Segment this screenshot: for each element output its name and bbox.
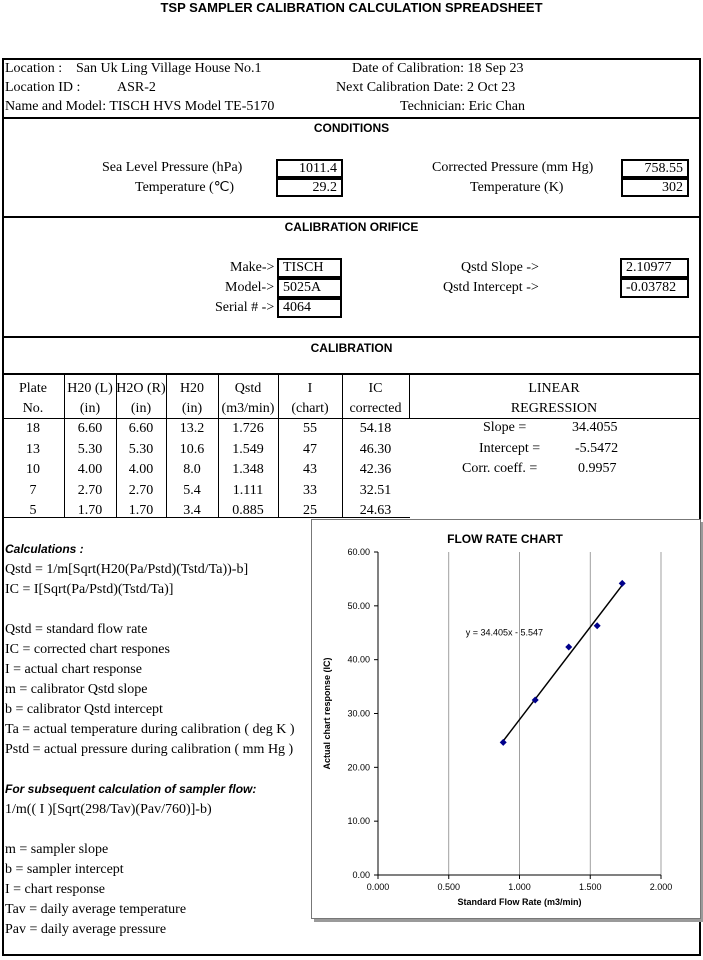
temperature-c-value: 29.2: [276, 178, 343, 197]
table-cell: 5.4: [183, 482, 201, 498]
x-tick-label: 0.000: [366, 882, 390, 892]
sea-level-pressure-value: 1011.4: [276, 159, 343, 178]
def-sampler-slope: m = sampler slope: [5, 842, 109, 857]
table-cell: 5.30: [128, 441, 154, 457]
y-tick-label: 50.00: [347, 600, 370, 611]
location-label: Location :: [5, 61, 63, 76]
def-qstd: Qstd = standard flow rate: [5, 622, 148, 637]
temperature-k-value: 302: [621, 178, 689, 197]
name-model: Name and Model: TISCH HVS Model TE-5170: [5, 99, 275, 114]
column-divider: [64, 374, 65, 517]
table-cell: 10: [26, 462, 40, 477]
def-ic: IC = corrected chart respones: [5, 642, 170, 657]
chart-title: FLOW RATE CHART: [447, 532, 563, 546]
table-cell: 46.30: [359, 441, 392, 457]
qstd-intercept-value: -0.03782: [620, 278, 689, 298]
serial-label: Serial # ->: [215, 300, 275, 315]
temperature-k-label: Temperature (K): [470, 180, 564, 195]
table-cell: 18: [26, 421, 40, 436]
table-cell: 32.51: [359, 482, 392, 498]
x-axis-label: Standard Flow Rate (m3/min): [457, 897, 582, 907]
slope-label: Slope =: [483, 420, 527, 435]
table-cell: 13: [26, 441, 40, 457]
model-value: 5025A: [277, 278, 342, 298]
qstd-slope-value: 2.10977: [620, 258, 689, 278]
x-tick-label: 0.500: [437, 882, 461, 892]
make-value: TISCH: [277, 258, 342, 278]
intercept-label: Intercept =: [479, 441, 541, 456]
y-tick-label: 60.00: [347, 547, 370, 557]
data-point: [500, 739, 507, 746]
def-m: m = calibrator Qstd slope: [5, 682, 148, 697]
table-cell: 42.36: [359, 462, 392, 477]
subsequent-heading: For subsequent calculation of sampler flow:: [5, 782, 257, 796]
table-cell: 43: [303, 462, 317, 477]
formula-sampler-flow: 1/m(( I )[Sqrt(298/Tav)(Pav/760)]-b): [5, 802, 212, 817]
x-tick-label: 1.000: [508, 882, 531, 892]
sea-level-pressure-label: Sea Level Pressure (hPa): [102, 160, 243, 175]
corrected-pressure-label: Corrected Pressure (mm Hg): [432, 160, 594, 175]
column-header-unit: (in): [79, 401, 101, 416]
qstd-slope-label: Qstd Slope ->: [461, 260, 539, 275]
table-cell: 5.30: [77, 441, 103, 457]
divider: [2, 336, 701, 338]
column-divider: [218, 374, 219, 517]
column-header-unit: (in): [130, 401, 152, 416]
table-cell: 47: [303, 441, 317, 457]
column-divider: [166, 374, 167, 517]
table-cell: 1.726: [232, 421, 264, 436]
y-tick-label: 40.00: [347, 654, 370, 665]
technician: Technician: Eric Chan: [400, 99, 525, 114]
data-point: [619, 580, 626, 587]
corrected-pressure-value: 758.55: [621, 159, 689, 178]
table-cell: 4.00: [77, 462, 103, 477]
calculations-heading: Calculations :: [5, 542, 84, 556]
table-cell: 1.549: [232, 441, 264, 457]
table-cell: 10.6: [179, 441, 205, 457]
orifice-heading: CALIBRATION ORIFICE: [284, 220, 419, 234]
column-header: H20: [179, 381, 205, 396]
table-cell: 6.60: [77, 421, 103, 436]
x-tick-label: 2.000: [649, 882, 673, 892]
table-cell: 2.70: [128, 482, 154, 498]
table-cell: 1.348: [232, 462, 264, 477]
location-id-label: Location ID :: [5, 80, 81, 95]
page-title: TSP SAMPLER CALIBRATION CALCULATION SPREADSHEET: [160, 0, 543, 15]
def-sampler-intercept: b = sampler intercept: [5, 862, 124, 877]
divider: [2, 373, 701, 375]
model-label: Model->: [225, 280, 275, 295]
regression-heading-1: LINEAR: [528, 381, 580, 396]
serial-value: 4064: [277, 298, 342, 318]
column-header: IC: [368, 381, 383, 396]
table-cell: 24.63: [359, 503, 392, 518]
intercept-value: -5.5472: [575, 441, 619, 456]
column-header-unit: (chart): [291, 401, 329, 416]
table-bottom: [2, 517, 410, 518]
slope-value: 34.4055: [572, 420, 618, 435]
column-header: I: [307, 381, 313, 396]
def-b: b = calibrator Qstd intercept: [5, 702, 163, 717]
y-tick-label: 0.00: [352, 870, 370, 880]
location-value: San Uk Ling Village House No.1: [76, 61, 262, 76]
def-chart-response: I = chart response: [5, 882, 106, 897]
table-cell: 1.70: [77, 503, 103, 518]
flow-rate-chart: [311, 519, 699, 917]
table-cell: 13.2: [179, 421, 205, 436]
column-header: H20 (L): [67, 381, 113, 396]
y-axis-label: Actual chart response (IC): [322, 657, 332, 770]
table-cell: 1.70: [128, 503, 154, 518]
y-tick-label: 30.00: [347, 708, 370, 719]
column-header: Plate: [19, 381, 47, 396]
column-header-unit: (in): [181, 401, 203, 416]
column-header-unit: No.: [22, 401, 44, 416]
data-point: [594, 622, 601, 629]
table-cell: 33: [303, 482, 317, 498]
column-divider: [278, 374, 279, 517]
divider: [2, 216, 701, 218]
data-point: [565, 643, 572, 650]
next-calibration-date: Next Calibration Date: 2 Oct 23: [336, 80, 516, 95]
column-divider: [342, 374, 343, 517]
table-cell: 54.18: [359, 421, 392, 436]
table-cell: 55: [303, 421, 317, 436]
x-tick-label: 1.500: [578, 882, 602, 892]
def-i: I = actual chart response: [5, 662, 142, 677]
trendline-equation: y = 34.405x - 5.547: [465, 627, 544, 638]
column-header: Qstd: [234, 381, 262, 396]
table-cell: 25: [303, 503, 317, 518]
location-id-value: ASR-2: [117, 80, 156, 95]
y-tick-label: 20.00: [347, 762, 370, 773]
column-header: H2O (R): [116, 381, 166, 396]
corr-coeff-value: 0.9957: [578, 461, 617, 476]
column-divider: [116, 374, 117, 517]
column-header-unit: corrected: [349, 401, 402, 416]
temperature-c-label: Temperature (℃): [135, 180, 235, 195]
def-tav: Tav = daily average temperature: [5, 902, 187, 917]
formula-ic: IC = I[Sqrt(Pa/Pstd)(Tstd/Ta)]: [5, 582, 174, 597]
trendline: [503, 585, 622, 741]
def-pstd: Pstd = actual pressure during calibration ( mm Hg ): [5, 742, 294, 757]
def-pav: Pav = daily average pressure: [5, 922, 167, 937]
table-cell: 2.70: [77, 482, 103, 498]
date-of-calibration: Date of Calibration: 18 Sep 23: [352, 61, 524, 76]
def-ta: Ta = actual temperature during calibration ( deg K ): [5, 722, 295, 737]
table-cell: 4.00: [128, 462, 154, 477]
calibration-heading: CALIBRATION: [310, 341, 393, 355]
table-cell: 3.4: [183, 503, 201, 518]
table-cell: 8.0: [183, 462, 201, 477]
divider: [2, 117, 701, 119]
table-cell: 0.885: [232, 503, 264, 518]
regression-heading-2: REGRESSION: [510, 401, 598, 416]
corr-coeff-label: Corr. coeff. =: [462, 461, 538, 476]
table-cell: 5: [29, 503, 37, 518]
conditions-heading: CONDITIONS: [313, 121, 390, 135]
formula-qstd: Qstd = 1/m[Sqrt(H20(Pa/Pstd)(Tstd/Ta))-b]: [5, 562, 249, 577]
make-label: Make->: [230, 260, 275, 275]
table-cell: 7: [29, 482, 37, 498]
column-header-unit: (m3/min): [221, 401, 275, 416]
table-cell: 6.60: [128, 421, 154, 436]
table-cell: 1.111: [232, 482, 264, 498]
qstd-intercept-label: Qstd Intercept ->: [443, 280, 539, 295]
y-tick-label: 10.00: [347, 816, 370, 827]
